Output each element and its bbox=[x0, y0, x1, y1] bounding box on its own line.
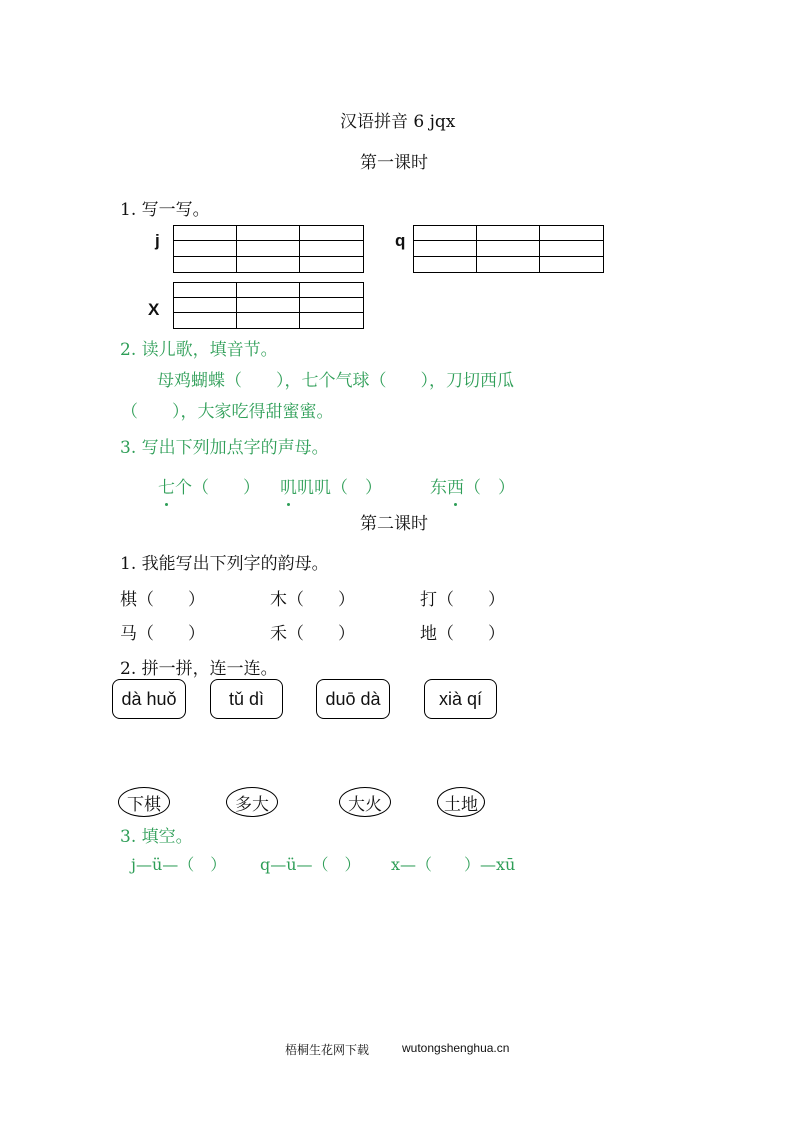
q3-item-rest: 个（ ） bbox=[175, 478, 260, 498]
q2-rhyme-label: 2. 读儿歌，填音节。 bbox=[120, 340, 278, 360]
l2-q3-fill-label: 3. 填空。 bbox=[120, 827, 193, 847]
finals-item-qi: 棋（ ） bbox=[120, 590, 205, 610]
finals-item-da: 打（ ） bbox=[420, 590, 505, 610]
l2-q1-finals-label: 1. 我能写出下列字的韵母。 bbox=[120, 554, 329, 574]
q3-item-pre: 东 bbox=[430, 478, 447, 498]
q3-item-dongxi bbox=[430, 473, 515, 498]
dotted-char: 西 bbox=[447, 473, 464, 498]
q3-item-qige bbox=[158, 473, 260, 498]
finals-item-ma: 马（ ） bbox=[120, 624, 205, 644]
word-oval-tudi[interactable]: 土地 bbox=[437, 787, 485, 817]
fill-item-j: j—ü—（ ） bbox=[131, 855, 227, 874]
footer-site-name: 梧桐生花网下载 bbox=[285, 1043, 370, 1057]
q1-write-label: 1. 写一写。 bbox=[120, 200, 210, 220]
writing-grid-j[interactable] bbox=[173, 225, 364, 273]
lesson2-heading: 第二课时 bbox=[360, 514, 428, 534]
finals-item-he: 禾（ ） bbox=[270, 624, 355, 644]
page-title-text: 汉语拼音 6 jqx bbox=[340, 112, 456, 132]
letter-q: q bbox=[395, 231, 406, 250]
word-oval-dahuo[interactable]: 大火 bbox=[339, 787, 391, 817]
footer-url[interactable]: wutongshenghua.cn bbox=[402, 1041, 510, 1055]
finals-item-mu: 木（ ） bbox=[270, 590, 355, 610]
letter-j: j bbox=[155, 231, 160, 250]
finals-item-di: 地（ ） bbox=[420, 624, 505, 644]
pinyin-card-duo-da[interactable]: duō dà bbox=[316, 679, 390, 719]
q3-item-jiji bbox=[280, 473, 382, 498]
dotted-char: 叽 bbox=[280, 473, 297, 498]
q2-rhyme-line1: 母鸡蝴蝶（ ），七个气球（ ），刀切西瓜 bbox=[157, 371, 514, 391]
word-oval-duoda[interactable]: 多大 bbox=[226, 787, 278, 817]
pinyin-card-tu-di[interactable]: tǔ dì bbox=[210, 679, 283, 719]
q3-item-rest: （ ） bbox=[464, 478, 515, 498]
pinyin-card-da-huo[interactable]: dà huǒ bbox=[112, 679, 186, 719]
writing-grid-q[interactable] bbox=[413, 225, 604, 273]
q3-item-mid: 叽 bbox=[297, 478, 314, 498]
fill-item-x: x—（ ）—xū bbox=[391, 855, 516, 874]
q2-rhyme-line2: （ ），大家吃得甜蜜蜜。 bbox=[121, 402, 334, 422]
lesson1-heading: 第一课时 bbox=[360, 153, 428, 173]
word-oval-xiaqi[interactable]: 下棋 bbox=[118, 787, 170, 817]
pinyin-card-xia-qi[interactable]: xià qí bbox=[424, 679, 497, 719]
fill-item-q: q—ü—（ ） bbox=[260, 855, 361, 874]
q3-initials-label: 3. 写出下列加点字的声母。 bbox=[120, 438, 329, 458]
writing-grid-x[interactable] bbox=[173, 282, 364, 329]
page-title bbox=[340, 107, 455, 132]
q3-item-rest: 叽（ ） bbox=[314, 478, 382, 498]
dotted-char: 七 bbox=[158, 473, 175, 498]
l2-q2-match-label: 2. 拼一拼，连一连。 bbox=[120, 659, 278, 679]
letter-x: X bbox=[148, 300, 160, 319]
